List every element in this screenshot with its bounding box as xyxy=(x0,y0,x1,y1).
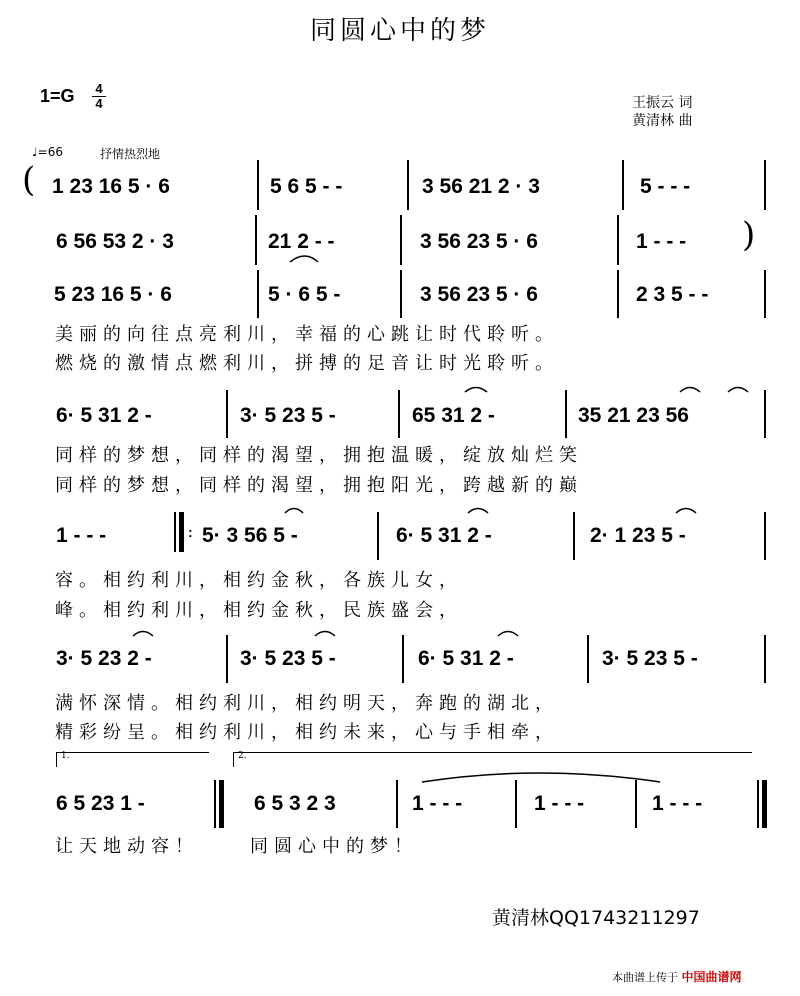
slur xyxy=(133,632,153,637)
slur xyxy=(680,388,700,393)
slur xyxy=(498,632,518,637)
measure-1-4: 5 - - - xyxy=(640,175,691,198)
lyric-line: 同圆心中的梦！ xyxy=(250,836,418,857)
measure-2-3: 3 56 23 5 · 6 xyxy=(420,230,538,253)
measure-5-4: 2· 1 23 5 - xyxy=(590,524,686,547)
slur xyxy=(315,632,335,637)
measure-1-2: 5 6 5 - - xyxy=(270,175,343,198)
measure-5-2: 5· 3 56 5 - xyxy=(202,524,298,547)
measure-2-4: 1 - - - xyxy=(636,230,687,253)
footer xyxy=(612,968,742,985)
footer-brand[interactable]: 中国曲谱网 xyxy=(681,970,742,984)
measure-7-4: 1 - - - xyxy=(534,792,585,815)
lyric-line: 容。相约利川，相约金秋，各族儿女， xyxy=(55,570,463,591)
measure-6-3: 6· 5 31 2 - xyxy=(418,647,514,670)
lyric-line: 同样的梦想，同样的渴望，拥抱阳光，跨越新的巅 xyxy=(55,475,583,496)
repeat-dots: : xyxy=(188,524,193,540)
measure-6-1: 3· 5 23 2 - xyxy=(56,647,152,670)
slur xyxy=(285,509,303,514)
lyric-line: 同样的梦想，同样的渴望，拥抱温暖，绽放灿烂笑 xyxy=(55,445,583,466)
measure-4-1: 6· 5 31 2 - xyxy=(56,404,152,427)
key-signature: 1=G xyxy=(40,86,75,106)
measure-4-2: 3· 5 23 5 - xyxy=(240,404,336,427)
measure-7-3: 1 - - - xyxy=(412,792,463,815)
measure-6-2: 3· 5 23 5 - xyxy=(240,647,336,670)
measure-7-1: 6 5 23 1 - xyxy=(56,792,145,815)
volta-1-label: 1. xyxy=(61,751,70,761)
measure-3-1: 5 23 16 5 · 6 xyxy=(54,283,172,306)
measure-4-3: 65 31 2 - xyxy=(412,404,495,427)
measure-1-3: 3 56 21 2 · 3 xyxy=(422,175,540,198)
contact-info: 黄清林QQ1743211297 xyxy=(492,907,700,929)
time-sig-denominator: 4 xyxy=(92,96,106,111)
measure-3-4: 2 3 5 - - xyxy=(636,283,709,306)
repeat-paren-close: ) xyxy=(742,215,756,255)
lyric-line: 让天地动容！ xyxy=(55,836,199,857)
lyric-line: 峰。相约利川，相约金秋，民族盛会， xyxy=(55,600,463,621)
lyric-line: 美丽的向往点亮利川，幸福的心跳让时代聆听。 xyxy=(55,324,559,345)
slur xyxy=(465,388,487,393)
slur xyxy=(676,509,696,514)
lyric-line: 精彩纷呈。相约利川，相约未来，心与手相牵， xyxy=(55,722,559,743)
lyric-line: 满怀深情。相约利川，相约明天，奔跑的湖北， xyxy=(55,693,559,714)
lyric-line: 燃烧的激情点燃利川，拼搏的足音让时光聆听。 xyxy=(55,353,559,374)
measure-3-2: 5 · 6 5 - xyxy=(268,283,341,306)
measure-4-4: 35 21 23 56 xyxy=(578,404,689,427)
slur xyxy=(468,509,488,514)
volta-2-label: 2. xyxy=(238,751,247,761)
measure-2-1: 6 56 53 2 · 3 xyxy=(56,230,174,253)
tie xyxy=(422,773,660,782)
measure-7-5: 1 - - - xyxy=(652,792,703,815)
slur xyxy=(728,388,748,393)
repeat-paren-open: ( xyxy=(22,160,36,200)
measure-7-2: 6 5 3 2 3 xyxy=(254,792,336,815)
measure-5-1: 1 - - - xyxy=(56,524,107,547)
measure-3-3: 3 56 23 5 · 6 xyxy=(420,283,538,306)
lyricist-credit: 王振云 词 xyxy=(632,95,693,111)
slur xyxy=(290,256,318,262)
composer-credit: 黄清林 曲 xyxy=(632,113,693,129)
measure-1-1: 1 23 16 5 · 6 xyxy=(52,175,170,198)
footer-prefix: 本曲谱上传于 xyxy=(612,971,678,984)
measure-2-2: 21 2 - - xyxy=(268,230,335,253)
measure-6-4: 3· 5 23 5 - xyxy=(602,647,698,670)
tempo-marking: ♩=66 xyxy=(32,145,63,159)
time-sig-numerator: 4 xyxy=(95,81,103,96)
song-title: 同圆心中的梦 xyxy=(309,16,490,46)
expression-marking: 抒情热烈地 xyxy=(100,147,161,161)
measure-5-3: 6· 5 31 2 - xyxy=(396,524,492,547)
